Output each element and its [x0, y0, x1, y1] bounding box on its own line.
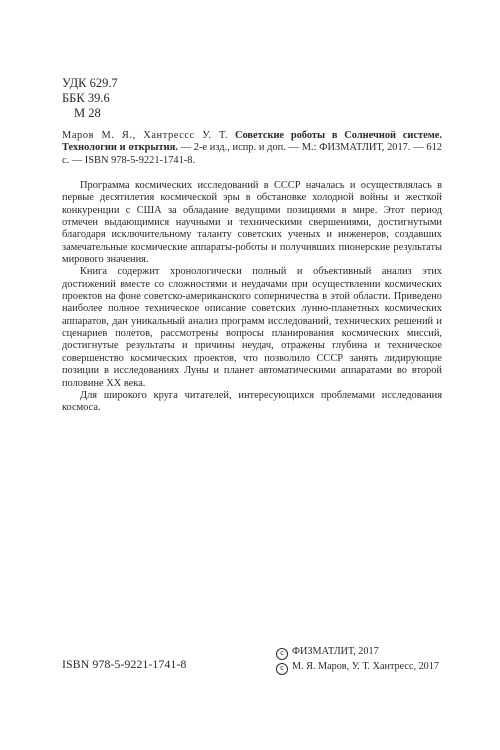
annotation-paragraph-2: Книга содержит хронологически полный и объективный анализ этих достижений вместе со сложностями и неудачами при осуществлении космических проектов на фоне советско-американского соперничества в этой области. Приведено наиболее полное техническое описание советских лунно-планетных космических аппаратов, дан уникальный анализ программ исследований, технических решений и сценариев полетов, рассмотрены вопросы планирования космических миссий, достигнутые результаты и причины неудач, отражены глубина и техническое совершенство космических проектов, что позволило СССР занять лидирующие позиции в исследованиях Луны и планет автоматическими аппаратами во второй половине XX века. — [62, 266, 442, 389]
isbn-number: ISBN 978-5-9221-1741-8 — [62, 657, 187, 671]
copyright-publisher-line — [276, 645, 439, 660]
biblio-details: — 2-е изд., испр. и доп. — М.: ФИЗМАТЛИТ, 2017. — 612 с. — ISBN 978-5-9221-1741-8. — [62, 142, 442, 166]
bbk-code: ББК 39.6 — [62, 91, 110, 105]
copyright-icon: c — [276, 648, 288, 660]
copyright-publisher: ФИЗМАТЛИТ, 2017 — [292, 646, 379, 657]
annotation-paragraph-3: Для широкого круга читателей, интересующихся проблемами исследования космоса. — [62, 389, 442, 414]
udk-code: УДК 629.7 — [62, 76, 118, 90]
annotation — [62, 180, 442, 415]
copyright-block — [276, 645, 439, 675]
annotation-paragraph-1: Программа космических исследований в СССР началась и осуществлялась в первые десятилетия космической эры в обстановке холодной войны и жесткой конкуренции с США за обладание ведущими позициями в мире. Этот период отмечен выдающимися научными и техническими свершениями, достигнутыми благодаря исключительному таланту советских ученых и инженеров, создавших замечательные космические аппараты-роботы и получившиx пионерские результаты мирового значения. — [62, 180, 442, 266]
copyright-authors: М. Я. Маров, У. Т. Хантресс, 2017 — [292, 661, 439, 672]
biblio-authors: Маров М. Я., Хантрессс У. Т. — [62, 130, 229, 141]
copyright-authors-line — [276, 660, 439, 675]
copyright-icon: c — [276, 663, 288, 675]
bibliographic-record — [62, 130, 442, 167]
biblio-title: Советские роботы в Солнечной системе. Технологии и открытия. — [62, 130, 443, 154]
author-mark: М 28 — [74, 106, 101, 120]
classification-codes — [62, 76, 118, 121]
